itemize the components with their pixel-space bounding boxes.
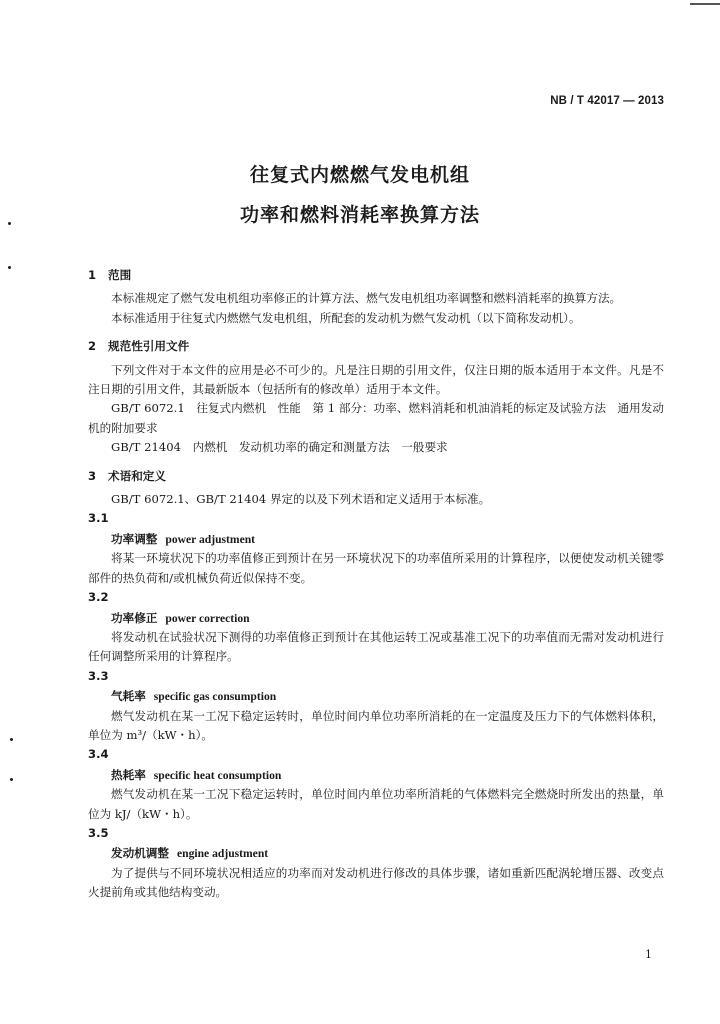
- term-entry: [88, 530, 664, 549]
- section-title: 规范性引用文件: [108, 339, 190, 354]
- document-title-line2: 功率和燃料消耗率换算方法: [239, 204, 480, 226]
- term-zh: 热耗率: [111, 767, 146, 782]
- term-definition: 将某一环境状况下的功率值修正到预计在另一环境状况下的功率值所采用的计算程序，以便使发动机关键零部件的热负荷和/或机械负荷近似保持不变。: [88, 551, 664, 585]
- term-en: power adjustment: [165, 532, 256, 546]
- term-entry: [88, 609, 664, 628]
- paragraph: 本标准适用于往复式内燃燃气发电机组，所配套的发动机为燃气发动机（以下简称发动机）。: [111, 310, 581, 325]
- term-definition: 将发动机在试验状况下测得的功率值修正到预计在其他运转工况或基准工况下的功率值而无需对发动机进行任何调整所采用的计算程序。: [88, 629, 664, 664]
- paragraph: 本标准规定了燃气发电机组功率修正的计算方法、燃气发电机组功率调整和燃料消耗率的换算方法。: [111, 291, 622, 306]
- paragraph: 下列文件对于本文件的应用是必不可少的。凡是注日期的引用文件，仅注日期的版本适用于本文件。凡是不注日期的引用文件，其最新版本（包括所有的修改单）适用于本文件。: [88, 362, 664, 397]
- margin-dot: [10, 778, 13, 781]
- section-heading: [88, 337, 664, 356]
- normative-reference: GB/T 21404 内燃机 发动机功率的确定和测量方法 一般要求: [111, 440, 448, 455]
- paragraph: GB/T 6072.1、GB/T 21404 界定的以及下列术语和定义适用于本标准。: [111, 492, 491, 507]
- term-zh: 气耗率: [111, 689, 146, 704]
- margin-dot: [8, 222, 11, 225]
- section-title: 范围: [108, 268, 132, 282]
- term-entry: [88, 766, 664, 785]
- term-en: specific gas consumption: [153, 690, 277, 704]
- term-en: engine adjustment: [176, 847, 269, 861]
- section-title: 术语和定义: [108, 468, 166, 483]
- clause-number: 3.5: [88, 825, 109, 840]
- term-zh: 功率修正: [111, 610, 158, 625]
- section-number: 2: [88, 339, 97, 354]
- normative-reference: GB/T 6072.1 往复式内燃机 性能 第 1 部分：功率、燃料消耗和机油消耗的标定及试验方法 通用发动机的附加要求: [88, 401, 664, 435]
- term-entry: [88, 687, 664, 706]
- term-definition: 燃气发动机在某一工况下稳定运转时，单位时间内单位功率所消耗的气体燃料完全燃烧时所发出的热量，单位为 kJ/（kW・h）。: [88, 787, 664, 821]
- margin-dot: [8, 266, 11, 269]
- margin-dot: [10, 738, 13, 741]
- standard-code: NB / T 42017 — 2013: [550, 95, 664, 107]
- term-en: power correction: [165, 611, 250, 625]
- section-heading: [88, 266, 664, 285]
- clause-number: 3.3: [88, 668, 109, 683]
- term-entry: [88, 844, 664, 863]
- page-number: 1: [645, 948, 652, 961]
- clause-number: 3.1: [88, 511, 109, 526]
- document-title-line1: 往复式内燃燃气发电机组: [249, 164, 470, 186]
- section-heading: [88, 467, 664, 486]
- section-number: 1: [88, 268, 97, 282]
- term-definition: 燃气发动机在某一工况下稳定运转时，单位时间内单位功率所消耗的在一定温度及压力下的气体燃料体积，单位为 m³/（kW・h）。: [88, 708, 664, 742]
- term-definition: 为了提供与不同环境状况相适应的功率而对发动机进行修改的具体步骤，诸如重新匹配涡轮增压器、改变点火提前角或其他结构变动。: [88, 865, 664, 900]
- section-number: 3: [88, 468, 97, 483]
- term-en: specific heat consumption: [153, 768, 282, 782]
- term-zh: 功率调整: [111, 531, 158, 546]
- scan-edge-rule: [690, 3, 720, 5]
- term-zh: 发动机调整: [111, 846, 169, 861]
- document-body: [88, 262, 664, 903]
- clause-number: 3.4: [88, 747, 109, 762]
- clause-number: 3.2: [88, 590, 109, 605]
